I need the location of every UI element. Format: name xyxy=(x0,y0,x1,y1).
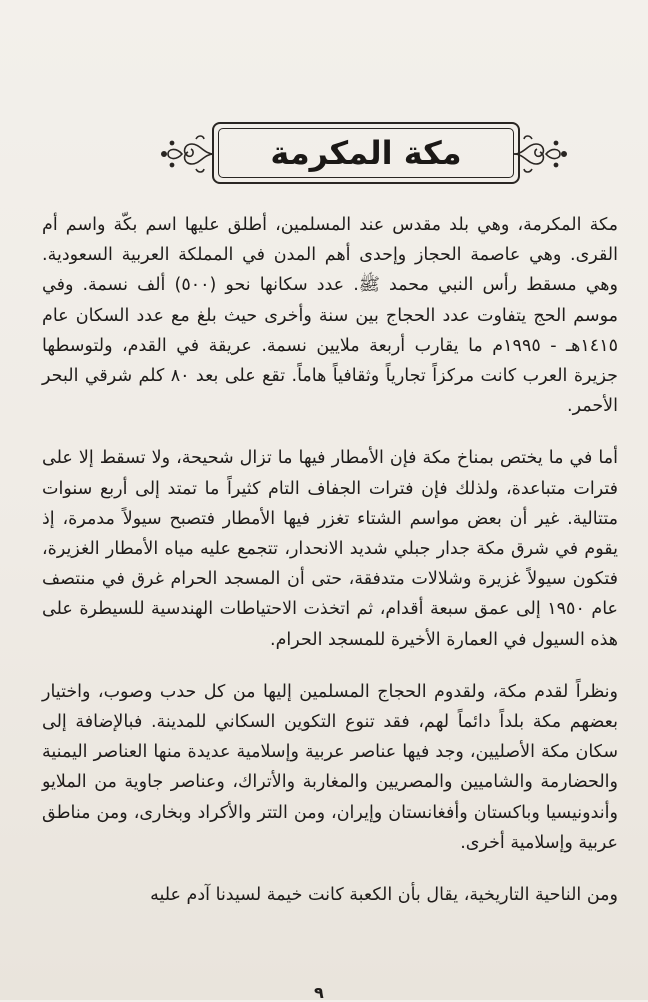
left-ornament-icon xyxy=(160,129,216,179)
paragraph-history: ومن الناحية التاريخية، يقال بأن الكعبة كانت خيمة لسيدنا آدم عليه xyxy=(150,885,618,906)
title-frame xyxy=(212,122,520,184)
body-text xyxy=(42,210,618,932)
paragraph-intro: مكة المكرمة، وهي بلد مقدس عند المسلمين، أطلق عليها اسم بكّة واسم أم القرى. وهي عاصمة الحجاز وإحدى أهم المدن في المملكة العربية السعودية. وهي مسقط رأس النبي محمد ﷺ. عدد سكانها نحو (٥٠٠) ألف نسمة. وفي موسم الحج يتفاوت عدد الحجاج بين سنة وأخرى حيث بلغ مع عدد السكان عام ١٤١٥هـ - ١٩٩٥م ما يقارب أربعة ملايين نسمة. عريقة في القدم، ولتوسطها جزيرة العرب كانت مركزاً تجارياً وثقافياً هاماً. تقع على بعد ٨٠ كلم شرقي البحر الأحمر. xyxy=(42,215,619,417)
page-title: مكة المكرمة xyxy=(270,134,462,172)
right-ornament-icon xyxy=(512,129,568,179)
page-number: ٩ xyxy=(314,983,324,1002)
paragraph-climate: أما في ما يختص بمناخ مكة فإن الأمطار فيها ما تزال شحيحة، ولا تسقط إلا على فترات متباعدة، ولذلك فإن فترات الجفاف التام كثيراً ما تمتد إلى أربع سنوات متتالية. غير أن بعض مواسم الشتاء تغزر فيها الأمطار فتصبح سيولاً مدمرة، إذ يقوم في شرق مكة جدار جبلي شديد الانحدار، تتجمع عليه مياه الأمطار الغزيرة، فتكون سيولاً غزيرة وشلالات متدفقة، حتى أن المسجد الحرام غرق في منتصف عام ١٩٥٠ إلى عمق سبعة أقدام، ثم اتخذت الاحتياطات الهندسية للسيطرة على هذه السيول في العمارة الأخيرة للمسجد الحرام. xyxy=(42,448,618,650)
paragraph-population: ونظراً لقدم مكة، ولقدوم الحجاج المسلمين إليها من كل حدب وصوب، واختيار بعضهم مكة بلداً دائماً لهم، فقد تنوع التكوين السكاني للمدينة. فبالإضافة إلى سكان مكة الأصليين، وجد فيها عناصر عربية وإسلامية عديدة منها العناصر اليمنية والحضارمة والشاميين والمصريين والمغاربة والأتراك، وعناصر جاوية من الملايو وأندونيسيا وباكستان وأفغانستان وإيران، ومن التتر والأكراد وبخارى، ومن مناطق عربية وإسلامية أخرى. xyxy=(42,681,618,853)
